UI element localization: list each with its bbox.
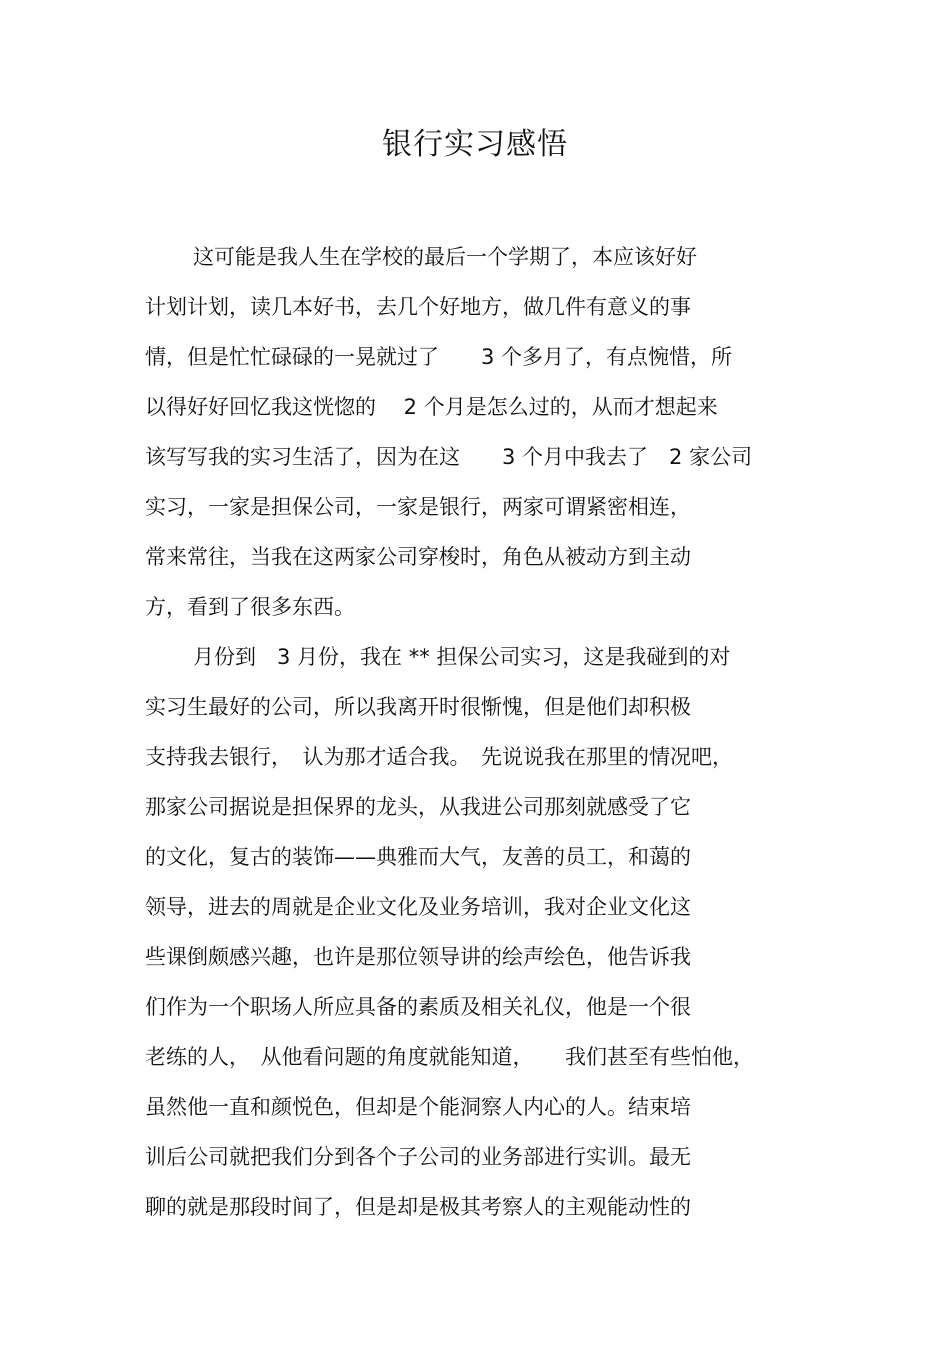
text-line: 些课倒颇感兴趣，也许是那位领导讲的绘声绘色，他告诉我: [145, 945, 691, 969]
text-line: 的文化，复古的装饰——典雅而大气，友善的员工，和蔼的: [145, 845, 691, 869]
text-line: 该写写我的实习生活了，因为在这 3 个月中我去了 2 家公司: [145, 445, 753, 469]
text-line: 训后公司就把我们分到各个子公司的业务部进行实训。最无: [145, 1145, 691, 1169]
text-line: 以得好好回忆我这恍惚的 2 个月是怎么过的，从而才想起来: [145, 395, 718, 419]
text-line: 月份到 3 月份，我在 ** 担保公司实习，这是我碰到的对: [193, 645, 731, 669]
text-line: 情，但是忙忙碌碌的一晃就过了 3 个多月了，有点惋惜，所: [145, 345, 733, 369]
text-line: 聊的就是那段时间了，但是却是极其考察人的主观能动性的: [145, 1195, 691, 1219]
text-line: 实习，一家是担保公司，一家是银行，两家可谓紧密相连，: [145, 495, 691, 519]
text-line: 实习生最好的公司，所以我离开时很惭愧，但是他们却积极: [145, 695, 691, 719]
text-line: 那家公司据说是担保界的龙头，从我进公司那刻就感受了它: [145, 795, 691, 819]
text-line: 虽然他一直和颜悦色，但却是个能洞察人内心的人。结束培: [145, 1095, 691, 1119]
document-title: 银行实习感悟: [382, 127, 568, 162]
text-line: 们作为一个职场人所应具备的素质及相关礼仪，他是一个很: [145, 995, 691, 1019]
text-line: 支持我去银行， 认为那才适合我。 先说说我在那里的情况吧，: [145, 745, 733, 769]
text-line: 这可能是我人生在学校的最后一个学期了，本应该好好: [193, 245, 697, 269]
text-line: 老练的人， 从他看问题的角度就能知道， 我们甚至有些怕他，: [145, 1045, 754, 1069]
text-line: 方，看到了很多东西。: [145, 595, 355, 619]
text-line: 领导，进去的周就是企业文化及业务培训，我对企业文化这: [145, 895, 691, 919]
text-line: 计划计划，读几本好书，去几个好地方，做几件有意义的事: [145, 295, 691, 319]
text-line: 常来常往，当我在这两家公司穿梭时，角色从被动方到主动: [145, 545, 691, 569]
